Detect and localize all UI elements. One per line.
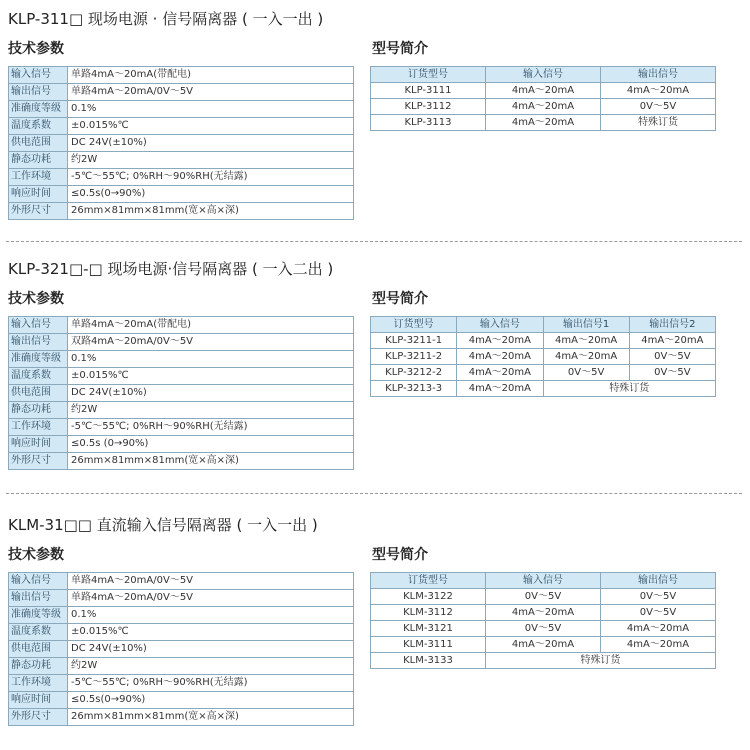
model-header-cell: 输入信号 [457, 317, 543, 333]
model-header-cell: 订货型号 [371, 317, 457, 333]
spec-value: 约2W [68, 658, 354, 675]
section-divider [6, 241, 742, 242]
spec-row [9, 351, 354, 368]
model-row [371, 365, 716, 381]
spec-label: 静态功耗 [9, 152, 68, 169]
spec-heading: 技术参数 [8, 291, 64, 307]
spec-row [9, 573, 354, 590]
spec-row [9, 590, 354, 607]
model-cell: 特殊订货 [486, 653, 716, 669]
model-row [371, 637, 716, 653]
model-cell: 0V～5V [629, 365, 715, 381]
spec-row [9, 317, 354, 334]
model-cell: 4mA～20mA [543, 349, 629, 365]
spec-label: 供电范围 [9, 385, 68, 402]
model-cell: KLP-3112 [371, 99, 486, 115]
spec-heading: 技术参数 [8, 547, 64, 563]
spec-label: 准确度等级 [9, 351, 68, 368]
model-cell: 特殊订货 [601, 115, 716, 131]
spec-label: 准确度等级 [9, 101, 68, 118]
spec-label: 响应时间 [9, 436, 68, 453]
spec-label: 外形尺寸 [9, 453, 68, 470]
spec-table [8, 66, 354, 220]
model-cell: 4mA～20mA [543, 333, 629, 349]
spec-row [9, 607, 354, 624]
spec-value: ≤0.5s(0→90%) [68, 186, 354, 203]
spec-label: 工作环境 [9, 419, 68, 436]
model-table [370, 316, 716, 397]
spec-value: 单路4mA～20mA/0V～5V [68, 573, 354, 590]
section-title: KLM-31□□ 直流输入信号隔离器 ( 一入一出 ) [8, 516, 318, 534]
spec-value: ±0.015%℃ [68, 118, 354, 135]
model-cell: KLP-3211-1 [371, 333, 457, 349]
spec-row [9, 692, 354, 709]
spec-value: -5℃～55℃; 0%RH～90%RH(无结露) [68, 675, 354, 692]
spec-label: 温度系数 [9, 368, 68, 385]
spec-row [9, 709, 354, 726]
model-row [371, 349, 716, 365]
model-header-cell: 输出信号 [601, 573, 716, 589]
spec-value: 双路4mA～20mA/0V～5V [68, 334, 354, 351]
spec-row [9, 453, 354, 470]
spec-value: 单路4mA～20mA/0V～5V [68, 590, 354, 607]
model-row [371, 589, 716, 605]
spec-value: -5℃～55℃; 0%RH～90%RH(无结露) [68, 169, 354, 186]
model-row [371, 99, 716, 115]
model-header-cell: 输出信号2 [629, 317, 715, 333]
model-cell: KLM-3121 [371, 621, 486, 637]
spec-value: 约2W [68, 402, 354, 419]
spec-value: ±0.015%℃ [68, 368, 354, 385]
model-cell: 4mA～20mA [486, 637, 601, 653]
model-header-row [371, 573, 716, 589]
section-title: KLP-311□ 现场电源 · 信号隔离器 ( 一入一出 ) [8, 10, 324, 28]
spec-value: ≤0.5s(0→90%) [68, 692, 354, 709]
model-heading: 型号简介 [372, 41, 428, 57]
model-header-cell: 输入信号 [486, 573, 601, 589]
spec-row [9, 101, 354, 118]
spec-row [9, 402, 354, 419]
model-cell: 4mA～20mA [486, 99, 601, 115]
model-cell: 4mA～20mA [457, 381, 543, 397]
spec-value: DC 24V(±10%) [68, 385, 354, 402]
model-cell: 0V～5V [601, 589, 716, 605]
model-table [370, 66, 716, 131]
model-cell: 4mA～20mA [457, 333, 543, 349]
spec-value: 单路4mA～20mA(带配电) [68, 67, 354, 84]
model-cell: 0V～5V [543, 365, 629, 381]
spec-label: 响应时间 [9, 692, 68, 709]
spec-label: 供电范围 [9, 135, 68, 152]
model-header-cell: 输出信号1 [543, 317, 629, 333]
model-cell: 4mA～20mA [457, 349, 543, 365]
spec-row [9, 135, 354, 152]
spec-value: DC 24V(±10%) [68, 641, 354, 658]
model-cell: KLM-3133 [371, 653, 486, 669]
spec-heading: 技术参数 [8, 41, 64, 57]
model-header-row [371, 67, 716, 83]
model-header-cell: 输入信号 [486, 67, 601, 83]
section-divider [6, 493, 742, 494]
model-heading: 型号简介 [372, 291, 428, 307]
spec-label: 输出信号 [9, 590, 68, 607]
spec-row [9, 658, 354, 675]
section-title: KLP-321□-□ 现场电源·信号隔离器 ( 一入二出 ) [8, 260, 334, 278]
spec-row [9, 675, 354, 692]
spec-label: 输出信号 [9, 84, 68, 101]
spec-table [8, 572, 354, 726]
spec-label: 外形尺寸 [9, 203, 68, 220]
model-cell: 0V～5V [601, 605, 716, 621]
spec-value: -5℃～55℃; 0%RH～90%RH(无结露) [68, 419, 354, 436]
spec-value: ≤0.5s (0→90%) [68, 436, 354, 453]
model-cell: KLP-3211-2 [371, 349, 457, 365]
model-cell: 4mA～20mA [601, 637, 716, 653]
model-cell: 0V～5V [486, 621, 601, 637]
model-cell: 0V～5V [629, 349, 715, 365]
model-cell: KLP-3111 [371, 83, 486, 99]
model-cell: 4mA～20mA [486, 605, 601, 621]
spec-value: 单路4mA～20mA/0V～5V [68, 84, 354, 101]
model-table [370, 572, 716, 669]
spec-row [9, 624, 354, 641]
model-row [371, 115, 716, 131]
spec-row [9, 169, 354, 186]
model-cell: 4mA～20mA [486, 83, 601, 99]
spec-label: 工作环境 [9, 675, 68, 692]
model-cell: 4mA～20mA [601, 83, 716, 99]
spec-label: 静态功耗 [9, 658, 68, 675]
spec-value: 约2W [68, 152, 354, 169]
spec-value: 26mm×81mm×81mm(宽×高×深) [68, 203, 354, 220]
spec-label: 输出信号 [9, 334, 68, 351]
spec-value: ±0.015%℃ [68, 624, 354, 641]
spec-row [9, 118, 354, 135]
spec-row [9, 67, 354, 84]
spec-value: 0.1% [68, 101, 354, 118]
spec-label: 静态功耗 [9, 402, 68, 419]
spec-row [9, 152, 354, 169]
model-cell: KLP-3212-2 [371, 365, 457, 381]
model-cell: KLM-3111 [371, 637, 486, 653]
model-row [371, 605, 716, 621]
model-cell: 4mA～20mA [486, 115, 601, 131]
spec-label: 输入信号 [9, 67, 68, 84]
spec-label: 供电范围 [9, 641, 68, 658]
model-cell: 4mA～20mA [601, 621, 716, 637]
model-cell: 特殊订货 [543, 381, 716, 397]
spec-value: 26mm×81mm×81mm(宽×高×深) [68, 709, 354, 726]
spec-row [9, 368, 354, 385]
model-row [371, 621, 716, 637]
spec-label: 外形尺寸 [9, 709, 68, 726]
spec-label: 工作环境 [9, 169, 68, 186]
spec-row [9, 436, 354, 453]
spec-row [9, 84, 354, 101]
model-cell: KLM-3122 [371, 589, 486, 605]
model-cell: 4mA～20mA [629, 333, 715, 349]
spec-label: 准确度等级 [9, 607, 68, 624]
model-cell: KLP-3113 [371, 115, 486, 131]
spec-label: 输入信号 [9, 573, 68, 590]
spec-row [9, 203, 354, 220]
spec-row [9, 641, 354, 658]
spec-table [8, 316, 354, 470]
spec-row [9, 186, 354, 203]
spec-value: 0.1% [68, 351, 354, 368]
model-cell: KLM-3112 [371, 605, 486, 621]
model-header-cell: 订货型号 [371, 573, 486, 589]
model-row [371, 83, 716, 99]
model-cell: KLP-3213-3 [371, 381, 457, 397]
model-row [371, 653, 716, 669]
model-cell: 0V～5V [486, 589, 601, 605]
spec-row [9, 419, 354, 436]
model-header-cell: 输出信号 [601, 67, 716, 83]
model-row [371, 333, 716, 349]
model-cell: 4mA～20mA [457, 365, 543, 381]
model-header-row [371, 317, 716, 333]
spec-value: 26mm×81mm×81mm(宽×高×深) [68, 453, 354, 470]
spec-row [9, 334, 354, 351]
spec-label: 温度系数 [9, 118, 68, 135]
spec-value: DC 24V(±10%) [68, 135, 354, 152]
model-cell: 0V～5V [601, 99, 716, 115]
spec-value: 单路4mA～20mA(带配电) [68, 317, 354, 334]
spec-label: 输入信号 [9, 317, 68, 334]
spec-label: 温度系数 [9, 624, 68, 641]
spec-label: 响应时间 [9, 186, 68, 203]
model-heading: 型号简介 [372, 547, 428, 563]
spec-row [9, 385, 354, 402]
model-row [371, 381, 716, 397]
spec-value: 0.1% [68, 607, 354, 624]
model-header-cell: 订货型号 [371, 67, 486, 83]
